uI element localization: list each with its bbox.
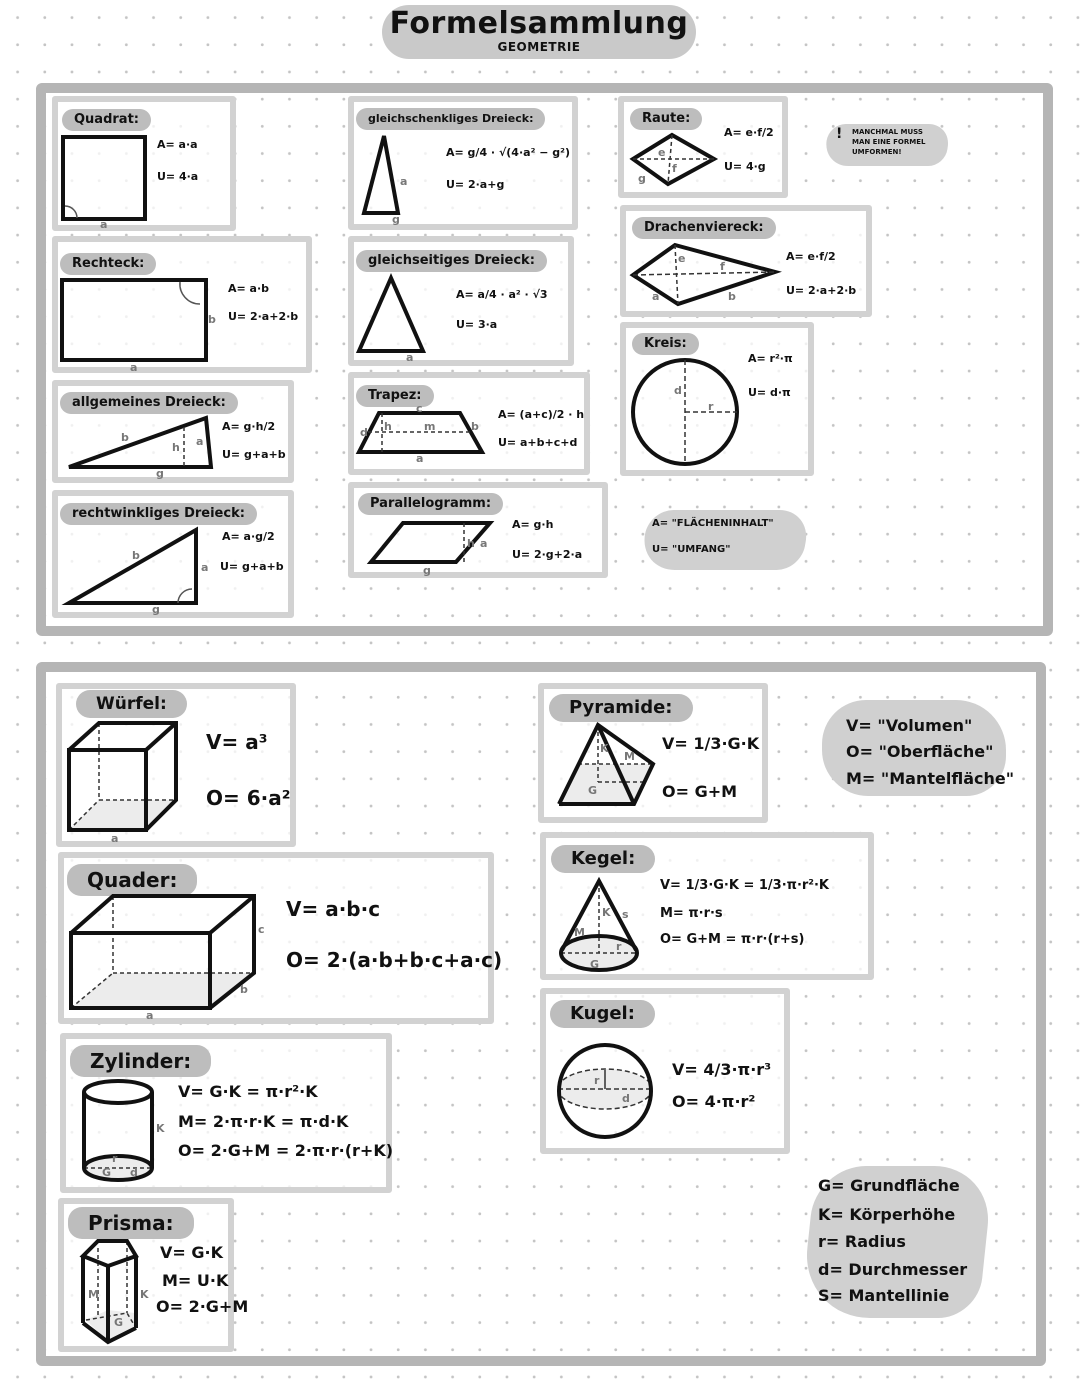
formula-volume: V= G·K = π·r²·K [178, 1082, 318, 1101]
svg-text:a: a [400, 175, 408, 188]
card-title: Trapez: [356, 385, 434, 407]
parallelogram-figure [368, 520, 498, 575]
svg-text:M: M [88, 1288, 99, 1301]
formula-area: A= a·a [157, 138, 198, 151]
svg-text:a: a [480, 537, 488, 550]
svg-text:g: g [392, 213, 400, 226]
svg-text:e: e [658, 146, 666, 159]
page-title: Formelsammlung [389, 6, 689, 41]
svg-text:c: c [416, 402, 423, 415]
card-title: Quadrat: [62, 109, 151, 131]
svg-text:r: r [708, 400, 714, 413]
svg-text:a: a [201, 561, 209, 574]
formula-area: A= a·g/2 [222, 530, 275, 543]
formula-area: A= a·b [228, 282, 270, 295]
svg-text:d: d [622, 1092, 630, 1105]
formula-mantle: M= U·K [162, 1271, 229, 1290]
title-banner [382, 5, 696, 59]
cylinder-figure [82, 1078, 165, 1188]
equilateral-triangle-figure [356, 275, 456, 364]
cube-figure [66, 720, 186, 845]
formula-surface: O= 2·G+M [156, 1297, 249, 1316]
card-title: Kegel: [551, 845, 655, 873]
svg-text:g: g [156, 467, 164, 480]
svg-text:M: M [574, 926, 585, 939]
formula-perimeter: U= 3·a [456, 318, 498, 331]
svg-text:a: a [146, 1009, 154, 1022]
isosceles-triangle-figure [360, 133, 430, 226]
svg-text:K: K [140, 1288, 149, 1301]
formula-volume: V= a³ [206, 730, 268, 754]
formula-area: A= e·f/2 [724, 126, 774, 139]
formula-area: A= r²·π [748, 352, 793, 365]
svg-text:g: g [152, 603, 160, 616]
svg-text:r: r [616, 940, 622, 953]
formula-volume: V= 4/3·π·r³ [672, 1060, 772, 1079]
svg-text:b: b [240, 983, 248, 996]
svg-text:c: c [258, 923, 265, 936]
card-title: Rechteck: [60, 253, 156, 275]
formula-perimeter: U= 2·g+2·a [512, 548, 583, 561]
card-title: Raute: [630, 108, 702, 130]
svg-text:f: f [720, 260, 725, 273]
svg-text:a: a [111, 832, 119, 845]
formula-surface: O= 4·π·r² [672, 1092, 756, 1111]
svg-text:a: a [196, 435, 204, 448]
card-title: rechtwinkliges Dreieck: [60, 503, 257, 525]
formula-area: A= g·h/2 [222, 420, 276, 433]
card-title: Kugel: [550, 1000, 655, 1028]
svg-text:h: h [384, 420, 392, 433]
svg-text:e: e [678, 252, 686, 265]
svg-text:b: b [728, 290, 736, 303]
svg-text:g: g [638, 172, 646, 185]
legend-g: G= Grundfläche [818, 1176, 960, 1195]
card-title: Drachenviereck: [632, 217, 776, 239]
square-figure [60, 134, 150, 231]
legend-perimeter: U= "UMFANG" [652, 544, 731, 555]
svg-text:G: G [114, 1316, 124, 1329]
svg-text:G: G [590, 958, 600, 971]
svg-text:r: r [112, 1152, 118, 1165]
formula-perimeter: U= 4·a [157, 170, 199, 183]
svg-text:a: a [130, 361, 138, 374]
svg-text:f: f [672, 162, 677, 175]
card-title: Quader: [67, 864, 197, 896]
card-title: Würfel: [76, 690, 187, 718]
svg-text:b: b [132, 549, 140, 562]
formula-perimeter: U= 2·a+2·b [786, 284, 857, 297]
svg-text:a: a [100, 218, 108, 231]
svg-text:h: h [467, 537, 475, 550]
formula-perimeter: U= g+a+b [222, 448, 286, 461]
formula-mantle: M= 2·π·r·K = π·d·K [178, 1112, 349, 1131]
page-subtitle: GEOMETRIE [497, 40, 581, 54]
formula-area: A= g/4 · √(4·a² − g²) [446, 146, 570, 159]
card-title: allgemeines Dreieck: [60, 392, 238, 414]
svg-text:r: r [594, 1074, 600, 1087]
card-title: Prisma: [68, 1207, 194, 1239]
card-title: Pyramide: [549, 694, 693, 722]
svg-text:K: K [600, 742, 609, 755]
svg-text:b: b [208, 313, 216, 326]
formula-perimeter: U= g+a+b [220, 560, 284, 573]
formula-volume: V= G·K [160, 1243, 223, 1262]
svg-text:G: G [102, 1166, 112, 1179]
svg-text:M: M [624, 750, 635, 763]
formula-surface: O= G+M [662, 782, 738, 801]
svg-text:K: K [602, 906, 611, 919]
formula-volume: V= 1/3·G·K [662, 734, 760, 753]
formula-area: A= (a+c)/2 · h [498, 408, 585, 421]
general-triangle-figure [66, 415, 216, 480]
formula-surface: O= 2·(a·b+b·c+a·c) [286, 948, 503, 972]
svg-text:s: s [622, 908, 629, 921]
formula-volume: V= a·b·c [286, 897, 381, 921]
formula-area: A= g·h [512, 518, 554, 531]
formula-area: A= a/4 · a² · √3 [456, 288, 548, 301]
cuboid-figure [68, 893, 268, 1022]
svg-text:m: m [424, 420, 436, 433]
card-title: Parallelogramm: [358, 493, 503, 515]
legend-mantle: M= "Mantelfläche" [846, 769, 1015, 788]
svg-text:d: d [360, 426, 368, 439]
svg-text:h: h [172, 441, 180, 454]
rectangle-figure [60, 278, 220, 373]
trapezoid-figure [356, 402, 496, 465]
formula-perimeter: U= a+b+c+d [498, 436, 578, 449]
formula-perimeter: U= 2·a+2·b [228, 310, 299, 323]
formula-area: A= e·f/2 [786, 250, 836, 263]
legend-volume: V= "Volumen" [846, 716, 973, 735]
kite-figure [630, 242, 780, 307]
card-title: Kreis: [632, 333, 699, 355]
sphere-figure [556, 1042, 656, 1142]
formula-surface: O= G+M = π·r·(r+s) [660, 932, 805, 947]
card-title: gleichschenkliges Dreieck: [356, 108, 545, 130]
svg-text:a: a [406, 351, 414, 364]
prism-figure [80, 1238, 160, 1348]
cone-figure [558, 878, 648, 978]
circle-figure [630, 358, 745, 473]
legend-s: S= Mantellinie [818, 1286, 950, 1305]
legend-d: d= Durchmesser [818, 1260, 968, 1279]
legend-k: K= Körperhöhe [818, 1205, 956, 1224]
pyramid-figure [554, 722, 659, 807]
svg-text:b: b [471, 420, 479, 433]
right-triangle-figure [66, 527, 209, 616]
card-title: Zylinder: [70, 1045, 211, 1077]
legend-surface: O= "Oberfläche" [846, 742, 994, 761]
formula-surface: O= 2·G+M = 2·π·r·(r+K) [178, 1141, 394, 1160]
svg-text:b: b [121, 431, 129, 444]
svg-text:d: d [130, 1166, 138, 1179]
rhombus-figure [630, 132, 720, 192]
formula-volume: V= 1/3·G·K = 1/3·π·r²·K [660, 878, 829, 893]
svg-text:a: a [652, 290, 660, 303]
svg-text:a: a [416, 452, 424, 465]
legend-area: A= "FLÄCHENINHALT" [652, 518, 774, 529]
svg-text:K: K [156, 1122, 165, 1135]
formula-perimeter: U= 2·a+g [446, 178, 505, 191]
formula-mantle: M= π·r·s [660, 906, 723, 921]
svg-text:G: G [588, 784, 598, 797]
formula-perimeter: U= d·π [748, 386, 791, 399]
note-text: MANCHMAL MUSS MAN EINE FORMEL UMFORMEN! [852, 128, 926, 156]
warning-icon: ! [836, 126, 843, 142]
formula-surface: O= 6·a² [206, 786, 291, 810]
legend-r: r= Radius [818, 1232, 906, 1251]
svg-text:g: g [423, 564, 431, 577]
formula-perimeter: U= 4·g [724, 160, 766, 173]
svg-text:d: d [674, 384, 682, 397]
card-title: gleichseitiges Dreieck: [356, 250, 547, 272]
